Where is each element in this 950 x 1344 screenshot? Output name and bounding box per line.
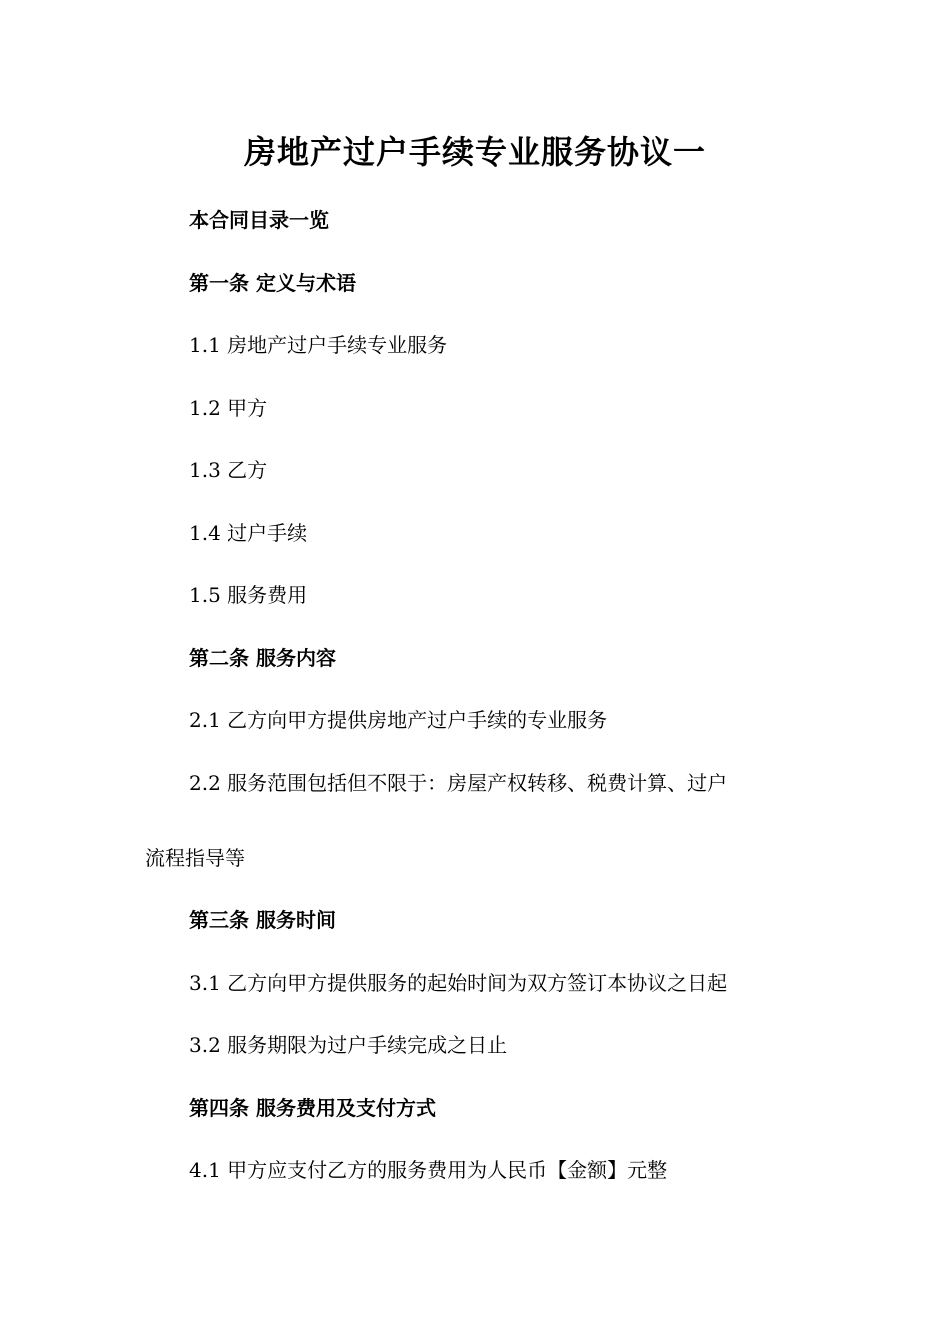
clause-2-2: 2.2 服务范围包括但不限于：房屋产权转移、税费计算、过户 [189, 771, 728, 795]
document-title: 房地产过户手续专业服务协议一 [243, 133, 706, 171]
article-4-heading: 第四条 服务费用及支付方式 [189, 1096, 436, 1120]
article-3-heading: 第三条 服务时间 [189, 908, 336, 932]
clause-4-1: 4.1 甲方应支付乙方的服务费用为人民币【金额】元整 [189, 1158, 668, 1182]
clause-1-5: 1.5 服务费用 [189, 583, 308, 607]
clause-3-2: 3.2 服务期限为过户手续完成之日止 [189, 1033, 508, 1057]
clause-2-2-continuation: 流程指导等 [145, 846, 245, 870]
clause-3-1: 3.1 乙方向甲方提供服务的起始时间为双方签订本协议之日起 [189, 971, 728, 995]
article-1-heading: 第一条 定义与术语 [189, 271, 356, 295]
clause-1-1: 1.1 房地产过户手续专业服务 [189, 333, 448, 357]
article-2-heading: 第二条 服务内容 [189, 646, 336, 670]
clause-1-3: 1.3 乙方 [189, 458, 268, 482]
clause-1-2: 1.2 甲方 [189, 396, 268, 420]
toc-heading: 本合同目录一览 [189, 208, 329, 232]
clause-2-1: 2.1 乙方向甲方提供房地产过户手续的专业服务 [189, 708, 608, 732]
clause-1-4: 1.4 过户手续 [189, 521, 308, 545]
